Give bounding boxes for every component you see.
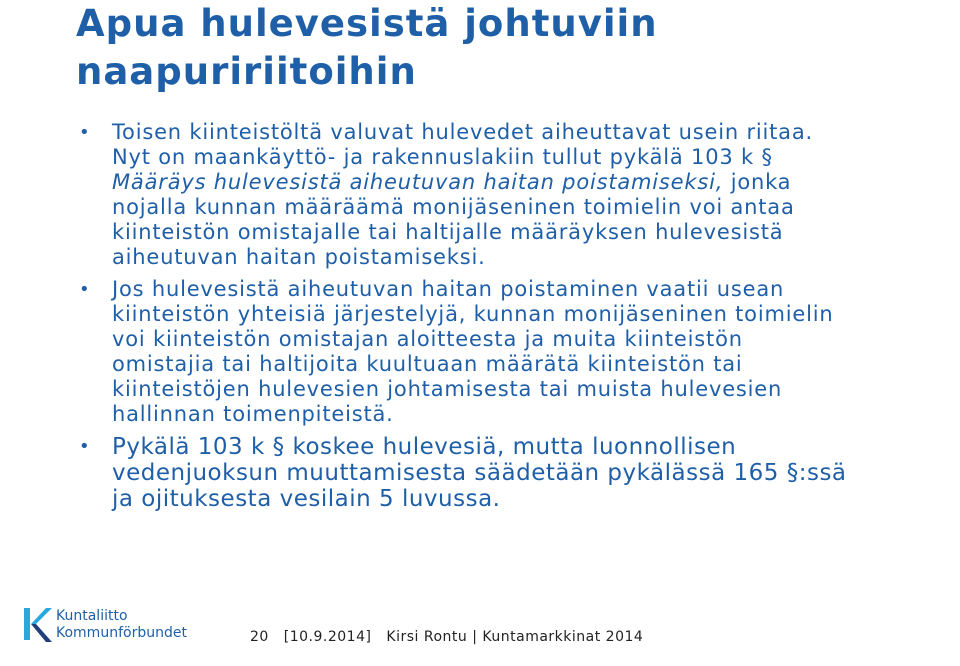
bullet-marker: • (79, 279, 91, 300)
slide-title: Apua hulevesistä johtuviin naapuririitoihin (76, 2, 658, 93)
bullet-list (79, 120, 849, 512)
bullet-item-2 (79, 277, 849, 427)
footer (0, 596, 960, 666)
kuntaliitto-logo (22, 604, 222, 650)
bullet-2-text: Jos hulevesistä aiheutuvan haitan poistaminen vaatii usean kiinteistön yhteisiä järjestelyjä, kunnan monijäseninen toimielin voi kiinteistön omistajan aloitteesta ja muita kiinteistön omistajia tai haltijoita kuultuaan määrätä kiinteistön tai kiinteistöjen hulevesien johtamisesta tai muista hulevesien hallinnan toimenpiteistä. (112, 277, 834, 426)
footer-date: [10.9.2014] (283, 629, 372, 645)
page-number: 20 (250, 629, 269, 645)
footer-info (250, 629, 653, 645)
bullet-3-text: Pykälä 103 k § koskee hulevesiä, mutta luonnollisen vedenjuoksun muuttamisesta säädetään pykälässä 165 §:ssä ja ojituksesta vesilain 5 luvussa. (112, 434, 847, 512)
bullet-item-3 (79, 434, 849, 512)
logo-line-2: Kommunförbundet (56, 625, 187, 641)
bullet-1-text-b: jonka nojalla kunnan määräämä monijäseninen toimielin voi antaa kiinteistön omistajalle tai haltijalle määräyksen hulevesistä aiheutuvan haitan poistamiseksi. (112, 170, 795, 269)
bullet-marker: • (79, 122, 91, 143)
logo-line-1: Kuntaliitto (56, 608, 128, 624)
kuntaliitto-logo-icon (22, 604, 52, 644)
footer-author-event: Kirsi Rontu | Kuntamarkkinat 2014 (386, 629, 644, 645)
bullet-1-text-a: Toisen kiinteistöltä valuvat hulevedet aiheuttavat usein riitaa. Nyt on maankäyttö- ja rakennuslakiin tullut pykälä 103 k § (112, 120, 813, 169)
bullet-item-1 (79, 120, 849, 270)
bullet-1-italic: Määräys hulevesistä aiheutuvan haitan poistamiseksi, (112, 170, 724, 194)
bullet-marker: • (79, 436, 91, 457)
